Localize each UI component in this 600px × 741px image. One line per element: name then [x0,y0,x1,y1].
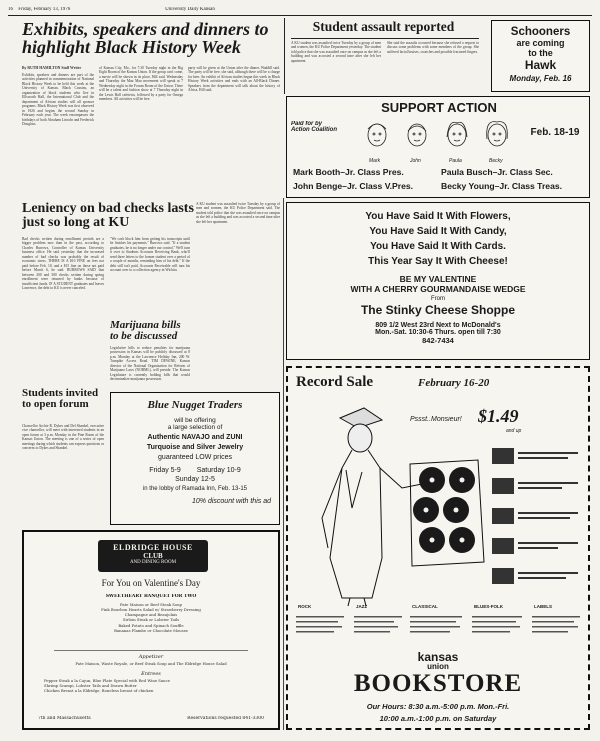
stinky-shop-name: The Stinky Cheese Shoppe [360,303,516,317]
eldridge-divider [54,650,248,651]
assault-column-1: A KU student was assaulted twice Tuesday by a group of men and women, the KU Police Department yesterday. The student told police that she was assaulted once on campus as she left a building and was accosted a second time after she left her apartment. [291,41,381,63]
blue-nugget-location: in the lobby of Ramada Inn, Feb. 13-15 [142,486,248,492]
eldridge-entree-line: Pepper Steak a la Cajun, Blue Plate Special with Red Wine Sauce [44,678,170,683]
record-sale-dates: February 16-20 [418,377,490,389]
stinky-cheese-ad [286,202,590,360]
assault-article [284,18,482,94]
students-headline: Students invited to open forum [22,388,99,410]
blue-nugget-days-row [111,467,279,474]
candidate-john-benge: John Benge–Jr. Class V.Pres. [293,181,414,191]
students-body: Chancellor Archie R. Dykes and Del Shankel, executive vice chancellor, will meet with interested students in an open forum at 3 p.m. Monday in the Pine Room of the Kansas Union. The meeting is one of a series of open meetings during which students can express questions or concerns to Dykes and Shankel. [22,424,104,451]
stinky-phone: 842-7434 [422,336,454,345]
blue-nugget-line2: a large selection of [167,424,223,431]
paper-name: University Daily Kansan [165,7,215,12]
eldridge-appetizer-line: Pate Maison, Waste Royale, or Beef Steak Soup and The Eldridge House Salad [75,661,227,666]
record-sale-ad [286,366,590,730]
assault-column-2: She said the assaults occurred because she refused a request to discuss some problems with some members of the group. She suffered facial bruises, scratches and possible fractured fingers. [387,41,479,54]
stinky-line6: WITH A CHERRY GOURMANDAISE WEDGE [350,284,526,294]
bookstore-name: BOOKSTORE [353,670,523,697]
blue-nugget-line1: will be offering [174,417,216,424]
record-sale-price: $1.49 [478,406,519,426]
record-sale-price-note: and up [506,428,522,434]
eldridge-menu-line: Pink Bourbon Hearts Salad w/ Strawberry Dressing [101,607,201,613]
stinky-line3: You Have Said It With Cards. [370,241,506,252]
eldridge-entree-line: Chicken Breast a la Eldridge, Boneless breast of chicken [44,688,154,694]
stinky-from: From [431,296,445,302]
eldridge-entree-line: Shrimp Scampi, Lobster Tails and Drawn Butter [44,683,137,689]
schooners-line1: Schooners [510,26,571,38]
album-listing-graphic [492,448,586,628]
stinky-hours: Mon.-Sat. 10:30-6 Thurs. open till 7:30 [375,329,501,336]
eldridge-appetizer-title: Appetizer [138,654,164,660]
blue-nugget-line5: guaranteed LOW prices [158,454,232,461]
candidate-mark-booth: Mark Booth–Jr. Class Pres. [293,167,404,177]
eldridge-menu-line: Baked Potato and Spinach Souffle [118,622,184,628]
name-mark: Mark [369,158,381,164]
exhibits-column-3: party will be given at the Union after the dinner, Waddill said. The party will be free, she said, although there will be a charge for beer. An exhibit of African studies began this week in Black History Week activities and ends with an All-Black Dinner. Speakers from the department will talk about the history of Africa, Hill said. [188,66,280,93]
eldridge-reservations: Reservations requested 841-3300 [187,716,264,721]
stinky-line5: BE MY VALENTINE [399,274,477,284]
page-number: 16 [8,7,13,12]
record-sale-psst: Pssst..Monsieur! [410,416,462,423]
category-jazz: JAZZ [356,604,368,609]
blue-nugget-discount: 10% discount with this ad [192,498,271,505]
stinky-address: 809 1/2 West 23rd Next to McDonald's [375,322,501,329]
eldridge-title-3: AND DINING ROOM [129,560,177,565]
stinky-line2: You Have Said It With Candy, [369,226,507,237]
exhibits-column-2: of Kansas City, Mo., for 7:30 Tuesday night in the Big Eight Room of the Kansas Union. If the group can't come, a movie will be shown in its place, Hill said. Wednesday and Thursday the Mau Mau movement will speak at 7 Wednesday night in the Forum Room of the Union. There will be a talent and fashion show at 7 Thursday night in the Lewis Hall cafeteria, followed by a party for Omega members. All activities will be free. [99,66,183,102]
category-blues-folk: BLUES-FOLK [474,604,503,609]
record-categories [294,604,584,612]
category-labels: LABELS [534,604,552,609]
schooners-date: Monday, Feb. 16 [509,74,572,83]
stinky-line4: This Year Say It With Cheese! [368,256,508,267]
assault-rule [291,38,479,39]
bookstore-kansas: kansas [417,650,459,664]
album-listing [492,448,586,628]
category-list-graphic [294,614,584,640]
eldridge-house-ad [22,530,280,730]
record-category-lists [294,614,584,640]
category-rock: ROCK [298,604,312,609]
header-rule [8,15,592,16]
blue-nugget-days2: Saturday 10-9 [196,467,241,474]
support-action-dates: Feb. 18-19 [530,127,580,138]
eldridge-menu-line: Bananas Flambe or Chocolate Mousse [114,627,188,633]
candidate-faces [357,119,517,157]
support-action-paid-by: Paid for by Action Coalition [291,121,337,133]
checks-column-1: Bad checks written during enrollment periods are a bigger problem now than in the past, according to Charles Burrows, Controller of Kansas University business office. He said yesterday that the increased number of bad checks was probably the result of economic stress. THERE IS A $10 FINE on fees not paid before Feb. 10, and a $15 fine on those not paid before March 6, he said. BURROWS SAID that between 200 and 300 checks written during spring enrollment were returned by banks because of insufficient funds. IF A STUDENT graduates and leaves Lawrence, the debt to KU is never canceled. [22,237,104,291]
blue-nugget-days3: Sunday 12-5 [175,476,215,483]
eldridge-tagline: For You on Valentine's Day [101,578,201,588]
issue-date: Friday, February 13, 1976 [18,7,71,12]
record-sale-title: Record Sale [296,374,374,390]
exhibits-column-1: Exhibits, speakers and dinners are part of the activities planned in commemoration of National Black History Week to be held this week at the University of Kansas. Black Cousins, an organization of black students who live in Ellsworth Hall, the International Club and the department of African studies will all sponsor programs. Black History Week was first observed in 1926 and begins the second Sunday in February each year. The week encompasses the birthdays of both Abraham Lincoln and Frederick Douglass. [22,73,94,127]
faces-illustration-icon [357,119,517,157]
eldridge-menu-lines [44,602,258,642]
eldridge-address: 7th and Massachusetts [38,716,91,721]
eldridge-menu-line: Pate Maison or Beef Steak Soup [120,602,182,607]
eldridge-entree-lines [44,678,258,708]
marijuana-body: Legislative bills to reduce penalties for marijuana possession in Kansas will be publicly discussed at 8 p.m. Monday at the Lawrence Holiday Inn, 200 W. Turnpike Access Road. TIM DEWINE, Kansas director of the National Organization for Reform of Marijuana Laws (NORML), will preside. The Kansas Legislature is currently holding bills that would decriminalize marijuana possession. [110,346,190,382]
man-with-records-icon [302,398,488,608]
support-action-title: SUPPORT ACTION [381,100,497,115]
category-classical: CLASSICAL [412,604,438,609]
eldridge-entree-title: Entrees [141,671,161,677]
blue-nugget-ad [110,392,280,525]
blue-nugget-line4: Turquoise and Silver Jewelry [146,444,244,451]
eldridge-menu-title: SWEETHEART BANQUET FOR TWO [105,594,197,599]
assault-headline: Student assault reported [312,19,455,34]
schooners-ad [491,20,590,92]
exhibits-headline: Exhibits, speakers and dinners to highlight Black History Week [22,20,269,57]
checks-column-2: "We can't block him from getting his transcripts until he finishes his payments," Burrows said. "If a student graduates, he is no longer under our control." We'll turn it over to Students Accounts Receiving Bank, who'll send three letters to the former student over a period of a couple of months, reminding him of his debt." If the debt still isn't paid, Accounts Receivable will turn his account over to a collection agency in Wichita. [110,237,190,273]
blue-nugget-title: Blue Nugget Traders [147,399,243,411]
record-man-illustration [302,398,488,608]
candidate-paula-busch: Paula Busch–Jr. Class Sec. [441,167,553,177]
blue-nugget-line3: Authentic NAVAJO and ZUNI [147,434,243,441]
eldridge-menu-line: Champagne and Beaujolais [124,612,178,618]
name-becky: Becky [489,158,503,164]
marijuana-headline: Marijuana bills to be discussed [110,320,181,342]
checks-headline: Leniency on bad checks lasts just so long at KU [22,202,194,230]
bookstore-hours-2: 10:00 a.m.-1:00 p.m. on Saturday [379,714,497,723]
column-divider [283,198,284,730]
bookstore-hours-1: Our Hours: 8:30 a.m.-5:00 p.m. Mon.-Fri. [366,702,510,711]
schooners-line2: are coming [516,38,565,48]
schooners-line4: Hawk [524,58,557,72]
schooners-line3: to the [528,48,553,58]
stinky-line1: You Have Said It With Flowers, [365,211,511,222]
candidate-becky-young: Becky Young–Jr. Class Treas. [441,181,563,191]
eldridge-title-2: CLUB [143,552,163,560]
candidate-names [357,158,517,165]
eldridge-logo [98,540,208,572]
eldridge-menu-line: Sirloin Steak or Lobster Tails [122,617,180,623]
exhibits-byline: By RUTH HAMILTON Staff Writer [22,66,82,70]
exhibits-continuation: A KU student was assaulted twice Tuesday by a group of men and women, the KU Police Department said. The student told police that she was assaulted once on campus as she left a building and was accosted a second time after she left her apartment. [196,202,280,224]
blue-nugget-days1: Friday 5-9 [149,467,181,474]
support-action-ad [286,96,590,198]
eldridge-title-1: ELDRIDGE HOUSE [113,543,193,552]
name-john: John [410,158,421,164]
name-paula: Paula [449,158,462,164]
bookstore-union: union [427,662,449,671]
